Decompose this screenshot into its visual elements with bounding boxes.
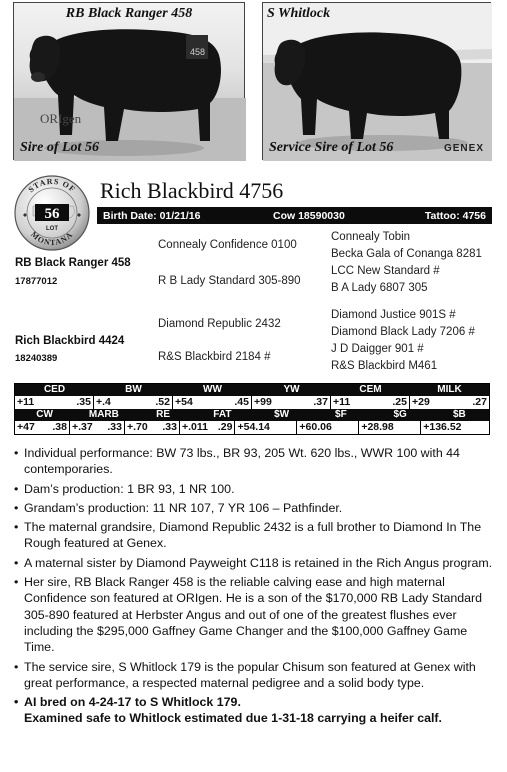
genex-logo: GENEX: [443, 143, 484, 154]
great-grand-parent: J D Daigger 901 #: [331, 343, 424, 355]
epd-header: MILK: [437, 384, 462, 395]
epd-accuracy: .33: [152, 421, 180, 434]
epd-value: +99: [254, 396, 272, 408]
epd-header: WW: [203, 384, 222, 395]
epd-header-row: [15, 384, 489, 396]
epd-header: $B: [452, 409, 466, 420]
ear-tag-number: 458: [190, 47, 206, 57]
epd-value: +11: [17, 396, 35, 408]
service-sire-photo: [262, 2, 491, 160]
service-sire-photo-caption: Service Sire of Lot 56: [269, 140, 394, 155]
epd-value: +.4: [96, 396, 111, 408]
epd-accuracy: .35: [55, 396, 95, 409]
epd-header: CW: [36, 409, 53, 420]
great-grand-parent: Diamond Black Lady 7206 #: [331, 326, 475, 338]
epd-header-row: [15, 409, 489, 421]
sire-name: RB Black Ranger 458: [15, 257, 131, 269]
epd-value: +47: [17, 421, 35, 433]
epd-value: +28.98: [361, 421, 394, 433]
great-grand-parent: R&S Blackbird M461: [331, 360, 438, 372]
service-sire-photo-title: S Whitlock: [267, 6, 331, 21]
epd-header: FAT: [213, 409, 232, 420]
epd-header: MARB: [88, 409, 119, 420]
epd-header: BW: [125, 384, 142, 395]
info-bar: [97, 207, 492, 224]
list-item: • The service sire, S Whitlock 179 is the popular Chisum son featured at Genex with great performance, a respected maternal pedigree and a solid body type.: [14, 659, 494, 692]
epd-accuracy: [332, 421, 360, 434]
seal-bottom-text: MONTANA: [29, 229, 75, 248]
seal-top-text: STARS OF: [26, 176, 78, 195]
sire-photo-title: RB Black Ranger 458: [65, 6, 193, 21]
epd-header: $W: [274, 409, 290, 420]
list-item: • The maternal grandsire, Diamond Republic 2432 is a full brother to Diamond In The Rough featured at Genex.: [14, 519, 494, 552]
bull-illustration: [263, 3, 492, 161]
bull-illustration: [14, 3, 246, 161]
epd-value: +136.52: [423, 421, 462, 433]
epd-value: +29: [412, 396, 430, 408]
epd-header: CEM: [359, 384, 382, 395]
dam-name: Rich Blackbird 4424: [15, 335, 125, 347]
registration-number: Cow 18590030: [273, 209, 345, 222]
list-item: • Her sire, RB Black Ranger 458 is the reliable calving ease and high maternal Confidence son featured at ORIgen. He is a son of the $170,000 RB Lady Standard 305-890 featured at Herbster Angus and out of one of the greatest flushes ever including the $295,000 Gaffney Game Changer and the $100,000 Gaffney Game Time.: [14, 574, 494, 655]
list-item: • Dam’s production: 1 BR 93, 1 NR 100.: [14, 481, 494, 497]
list-item: • Individual performance: BW 73 lbs., BR 93, 205 Wt. 620 lbs., WWR 100 with 44 contemporaries.: [14, 445, 494, 478]
epd-accuracy: .45: [213, 396, 253, 409]
epd-value: +54: [175, 396, 193, 408]
epd-accuracy: .25: [371, 396, 411, 409]
epd-header: $G: [393, 409, 407, 420]
epd-accuracy: .52: [134, 396, 174, 409]
sire-photo-caption: Sire of Lot 56: [20, 140, 99, 155]
list-item: • A maternal sister by Diamond Payweight C118 is retained in the Rich Angus program.: [14, 555, 494, 571]
sire-sire: Connealy Confidence 0100: [158, 239, 297, 251]
epd-value-row: [15, 421, 489, 434]
breeding-note-line: Examined safe to Whitlock estimated due 1-31-18 carrying a heifer calf.: [24, 711, 442, 726]
dam-sire: Diamond Republic 2432: [158, 318, 281, 330]
list-item: • Grandam’s production: 11 NR 107, 7 YR 106 – Pathfinder.: [14, 500, 494, 516]
breeding-note: [14, 694, 494, 727]
lot-title: Rich Blackbird 4756: [100, 178, 284, 203]
sire-reg: 17877012: [15, 276, 58, 287]
great-grand-parent: Diamond Justice 901S #: [331, 309, 456, 321]
epd-value-row: [15, 396, 489, 409]
epd-accuracy: .38: [42, 421, 70, 434]
sire-photo: [13, 2, 245, 160]
dam-reg: 18240389: [15, 353, 58, 364]
epd-accuracy: .33: [97, 421, 125, 434]
epd-value: +11: [333, 396, 351, 408]
breeding-note-line: AI bred on 4-24-17 to S Whitlock 179.: [24, 695, 241, 710]
epd-accuracy: .29: [208, 421, 236, 434]
lot-label: LOT: [46, 226, 58, 232]
birth-date: Birth Date: 01/21/16: [103, 209, 201, 222]
epd-header: YW: [283, 384, 300, 395]
epd-header: CED: [43, 384, 66, 395]
great-grand-parent: Becka Gala of Conanga 8281: [331, 248, 482, 260]
great-grand-parent: Connealy Tobin: [331, 231, 411, 243]
epd-value: +.37: [71, 421, 93, 433]
great-grand-parent: LCC New Standard #: [331, 265, 440, 277]
epd-value: +.70: [126, 421, 148, 433]
epd-accuracy: [394, 421, 422, 434]
dam-dam: R&S Blackbird 2184 #: [158, 351, 271, 363]
tattoo: Tattoo: 4756: [424, 209, 486, 222]
stars-of-montana-seal: [13, 174, 91, 252]
epd-table: [14, 383, 490, 435]
sire-dam: R B Lady Standard 305-890: [158, 275, 301, 287]
epd-accuracy: [270, 421, 298, 434]
epd-value: +54.14: [237, 421, 270, 433]
epd-header: $F: [335, 409, 347, 420]
epd-accuracy: [462, 421, 489, 434]
great-grand-parent: B A Lady 6807 305: [331, 282, 428, 294]
lot-number: 56: [44, 206, 60, 222]
epd-value: +60.06: [299, 421, 332, 433]
epd-value: +.011: [181, 421, 208, 433]
epd-accuracy: .27: [472, 396, 487, 408]
epd-header: RE: [156, 409, 171, 420]
epd-accuracy: .37: [292, 396, 332, 409]
notes-list: [14, 445, 494, 730]
origen-logo: ORIgen: [40, 111, 82, 126]
